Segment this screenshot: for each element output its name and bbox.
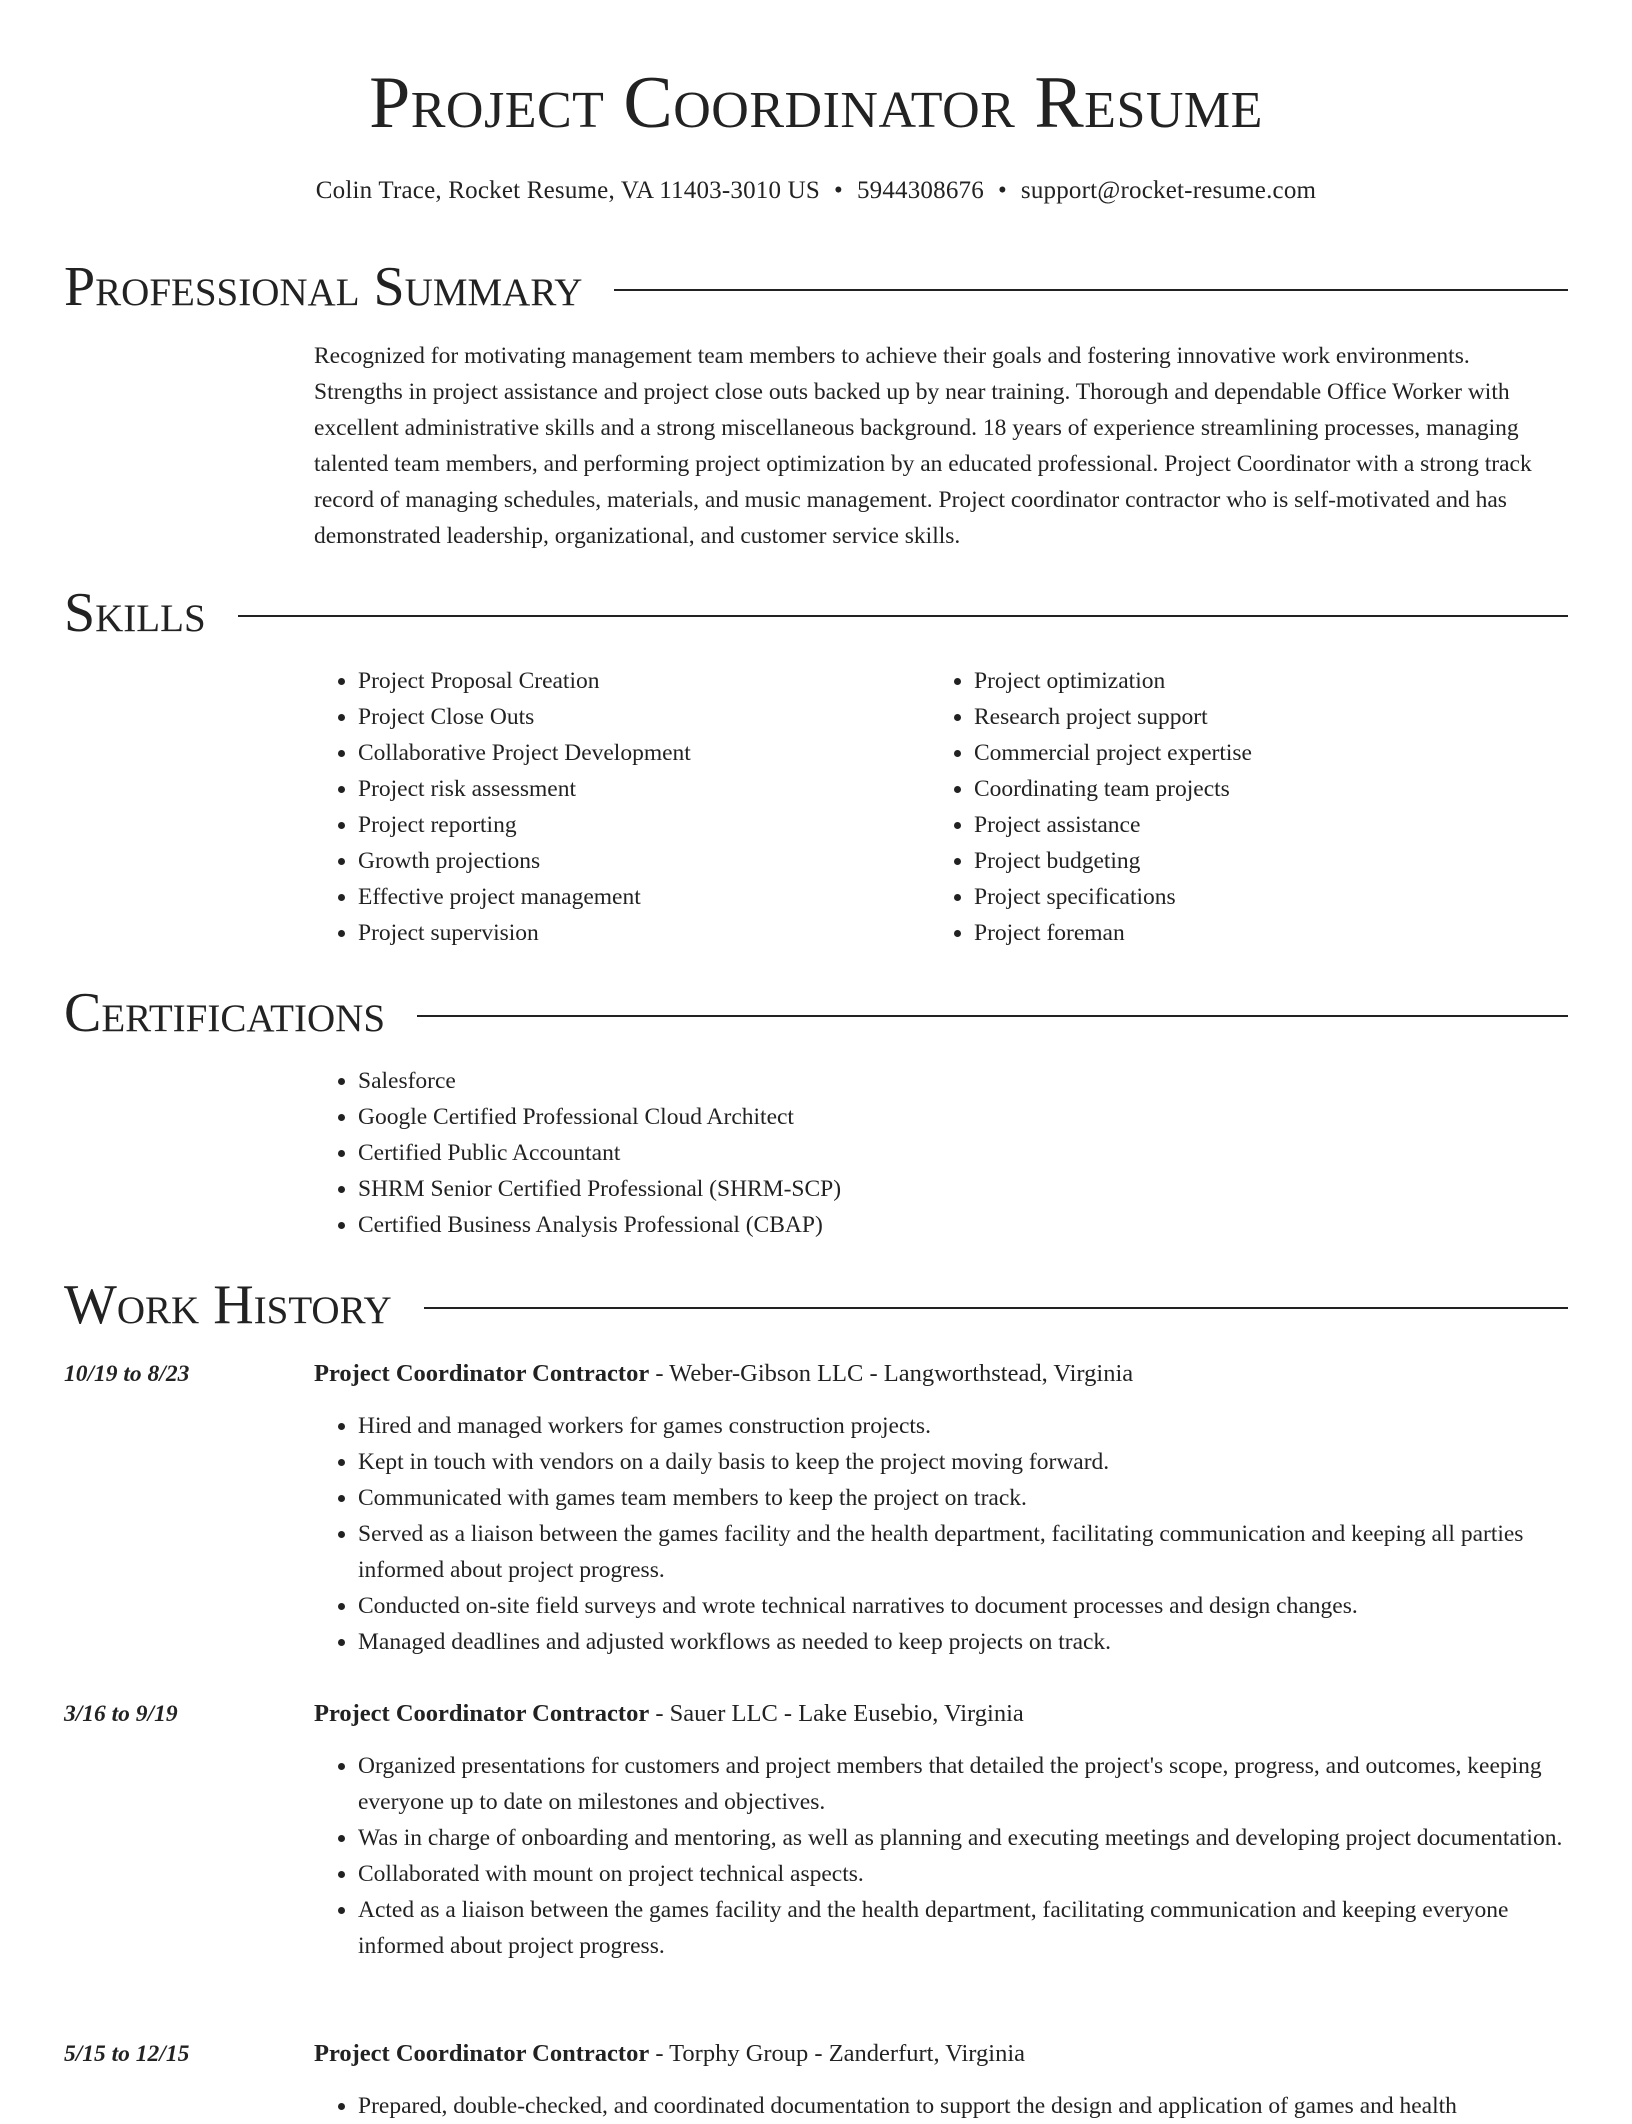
- list-item: • Project supervision: [358, 915, 874, 951]
- certifications-heading: Certifications: [64, 982, 386, 1044]
- job-title: Project Coordinator Contractor: [314, 2040, 650, 2067]
- job-heading: [314, 2036, 1568, 2072]
- summary-section-header: [64, 256, 1568, 318]
- skills-heading: Skills: [64, 582, 206, 644]
- contact-phone: 5944308676: [856, 177, 984, 204]
- contact-separator: •: [833, 177, 843, 204]
- contact-address: Colin Trace, Rocket Resume, VA 11403-3010 US: [315, 177, 820, 204]
- contact-email[interactable]: support@rocket-resume.com: [1020, 177, 1317, 204]
- list-item: • Prepared, double-checked, and coordinated documentation to support the design and application of games and health: [358, 2088, 1568, 2124]
- list-item: • Collaborative Project Development: [358, 735, 874, 771]
- list-item: • Was in charge of onboarding and mentoring, as well as planning and executing meetings and developing project documentation.: [358, 1820, 1568, 1856]
- list-item: • Managed deadlines and adjusted workflows as needed to keep projects on track.: [358, 1624, 1568, 1660]
- skills-left-column: [314, 663, 874, 951]
- list-item: • Commercial project expertise: [974, 735, 1490, 771]
- job-bullets: [314, 2088, 1568, 2124]
- section-divider: [417, 1015, 1568, 1017]
- list-item: • Communicated with games team members to keep the project on track.: [358, 1480, 1568, 1516]
- list-item: • Project optimization: [974, 663, 1490, 699]
- list-item: • Acted as a liaison between the games facility and the health department, facilitating communication and keeping everyone informed about project progress.: [358, 1892, 1568, 1964]
- skills-right-column: [930, 663, 1490, 951]
- list-item: • Organized presentations for customers and project members that detailed the project's scope, progress, and outcomes, keeping everyone up to date on milestones and objectives.: [358, 1748, 1568, 1820]
- list-item: • Served as a liaison between the games facility and the health department, facilitating communication and keeping all parties informed about project progress.: [358, 1516, 1568, 1588]
- list-item: • Hired and managed workers for games construction projects.: [358, 1408, 1568, 1444]
- job-company: - Weber-Gibson LLC - Langworthstead, Virginia: [649, 1360, 1134, 1387]
- list-item: • Certified Business Analysis Professional (CBAP): [358, 1207, 1314, 1243]
- section-divider: [614, 289, 1568, 291]
- job-bullets: [314, 1408, 1568, 1660]
- contact-separator: •: [997, 177, 1007, 204]
- list-item: • Project specifications: [974, 879, 1490, 915]
- certifications-list: [314, 1063, 1314, 1243]
- job-bullets: [314, 1748, 1568, 1964]
- list-item: • Project reporting: [358, 807, 874, 843]
- list-item: • Project assistance: [974, 807, 1490, 843]
- section-divider: [424, 1307, 1568, 1309]
- resume-title: Project Coordinator Resume: [369, 62, 1263, 144]
- job-dates: 10/19 to 8/23: [64, 1361, 190, 1387]
- list-item: • Project Close Outs: [358, 699, 874, 735]
- job-company: - Torphy Group - Zanderfurt, Virginia: [649, 2040, 1026, 2067]
- list-item: • Kept in touch with vendors on a daily basis to keep the project moving forward.: [358, 1444, 1568, 1480]
- list-item: • Coordinating team projects: [974, 771, 1490, 807]
- section-divider: [238, 615, 1568, 617]
- certifications-section-header: [64, 982, 1568, 1044]
- list-item: • Collaborated with mount on project technical aspects.: [358, 1856, 1568, 1892]
- list-item: • Salesforce: [358, 1063, 1314, 1099]
- list-item: • SHRM Senior Certified Professional (SHRM-SCP): [358, 1171, 1314, 1207]
- skills-list-right: [930, 663, 1490, 951]
- list-item: • Project Proposal Creation: [358, 663, 874, 699]
- skills-section-header: [64, 582, 1568, 644]
- contact-line: [0, 174, 1632, 208]
- list-item: • Conducted on-site field surveys and wrote technical narratives to document processes and design changes.: [358, 1588, 1568, 1624]
- list-item: • Project foreman: [974, 915, 1490, 951]
- list-item: • Google Certified Professional Cloud Architect: [358, 1099, 1314, 1135]
- work-history-heading: Work History: [64, 1274, 392, 1336]
- job-title: Project Coordinator Contractor: [314, 1700, 650, 1727]
- work-history-section-header: [64, 1274, 1568, 1336]
- list-item: • Certified Public Accountant: [358, 1135, 1314, 1171]
- list-item: • Project risk assessment: [358, 771, 874, 807]
- summary-text: Recognized for motivating management team members to achieve their goals and fostering innovative work environments. Strengths in project assistance and project close outs backed up by near training. Thorough and dependable Office Worker with excellent administrative skills and a strong miscellaneous background. 18 years of experience streamlining processes, managing talented team members, and performing project optimization by an educated professional. Project Coordinator with a strong track record of managing schedules, materials, and music management. Project coordinator contractor who is self-motivated and has demonstrated leadership, organizational, and customer service skills.: [314, 343, 1532, 549]
- list-item: • Project budgeting: [974, 843, 1490, 879]
- list-item: • Effective project management: [358, 879, 874, 915]
- skills-list-left: [314, 663, 874, 951]
- list-item: • Growth projections: [358, 843, 874, 879]
- job-heading: [314, 1696, 1568, 1732]
- list-item: • Research project support: [974, 699, 1490, 735]
- certifications-block: [314, 1063, 1314, 1243]
- job-title: Project Coordinator Contractor: [314, 1360, 650, 1387]
- job-dates: 5/15 to 12/15: [64, 2041, 190, 2067]
- summary-heading: Professional Summary: [64, 256, 583, 318]
- job-dates: 3/16 to 9/19: [64, 1701, 178, 1727]
- job-heading: [314, 1356, 1568, 1392]
- job-company: - Sauer LLC - Lake Eusebio, Virginia: [649, 1700, 1024, 1727]
